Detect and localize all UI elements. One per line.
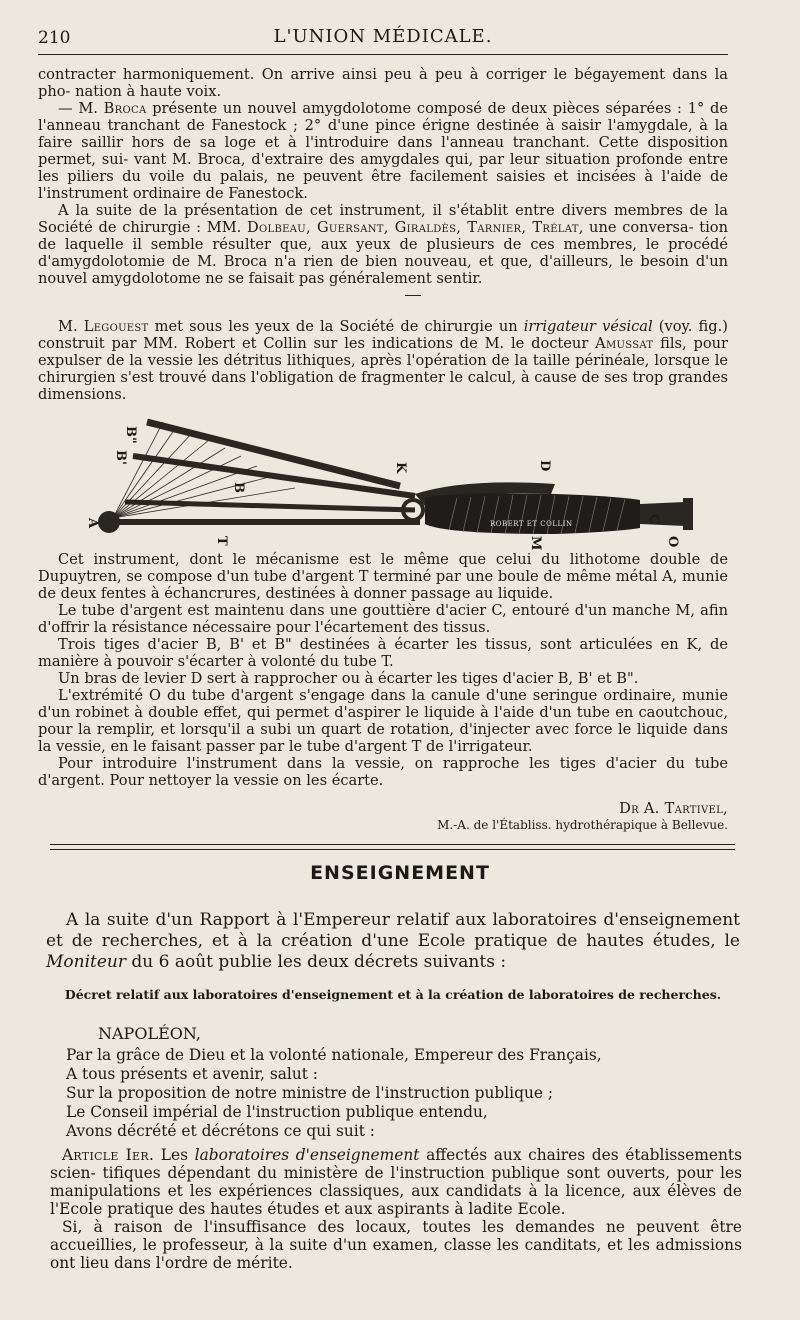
author-signature: Dr A. Tartivel,: [619, 800, 728, 817]
moniteur-title: Moniteur: [46, 952, 126, 972]
running-header: [38, 26, 728, 52]
steel-rods: [113, 422, 415, 518]
decree-line: Sur la proposition de notre ministre de l'instruction publique ;: [66, 1084, 554, 1102]
nozzle-end: [683, 498, 693, 530]
description-para: Cet instrument, dont le mécanisme est le même que celui du lithotome double de Dupuytren, se compose d'un tube d'argent T terminé par une boule de même métal A, munie de deux fentes à échancrures, destinées à donner passage au liquide.: [38, 551, 728, 602]
section-separator: [405, 295, 421, 296]
para-broca: — M. Broca présente un nouvel amygdolotome composé de deux pièces séparées : 1° de l'anneau tranchant de Fanestock ; 2° d'une pince érigne destinée à saisir l'amygdale, à la faire saillir hors de sa loge et à l'introduire dans l'anneau tranchant. Cette disposition permet, sui- vant M. Broca, d'extraire des amygdales qui, par leur situation profonde entre les piliers du voile du palais, ne peuvent être facilement saisies et incisées à l'aide de l'instrument ordinaire de Fanestock.: [38, 100, 728, 202]
intro-paragraph: A la suite d'un Rapport à l'Empereur relatif aux laboratoires d'enseignement et de recherches, et à la création d'une Ecole pratique de hautes études, le Moniteur du 6 août publie les deux décrets suivants :: [46, 910, 740, 972]
para-legouest: M. Legouest met sous les yeux de la Société de chirurgie un irrigateur vésical (voy. fig.) construit par MM. Robert et Collin sur les indications de M. le docteur Amussat fils, pour expulser de la vessie les détritus lithiques, après l'opération de la taille périnéale, lorsque le chirurgien s'est trouvé dans l'obligation de fragmenter le calcul, à cause de ses trop grandes dimensions.: [38, 318, 729, 403]
description-para: Pour introduire l'instrument dans la vessie, on rapproche les tiges d'acier du tube d'argent. Pour nettoyer la vessie on les écarte.: [38, 755, 728, 789]
section-double-rule: [50, 844, 735, 850]
description-para: Le tube d'argent est maintenu dans une gouttière d'acier C, entouré d'un manche M, afin d'offrir la résistance nécessaire pour l'écartement des tissus.: [38, 602, 728, 636]
label-a: A: [85, 518, 100, 529]
journal-title: L'UNION MÉDICALE.: [273, 26, 493, 47]
label-m: M: [528, 536, 543, 550]
article-final-paragraph: Si, à raison de l'insuffisance des locaux, toutes les demandes ne peuvent être accueillies, le professeur, à la suite d'un examen, classe les canditats, et les admissions ont lieu dans l'ordre de mérite.: [50, 1218, 742, 1272]
para-hesitation: contracter harmoniquement. On arrive ainsi peu à peu à corriger le bégayement dans la pho- nation à haute voix.: [38, 66, 728, 100]
name-legouest: Legouest: [83, 318, 149, 335]
decree-title: Décret relatif aux laboratoires d'enseignement et à la création de laboratoires de recherches.: [64, 987, 722, 1002]
article-surgery-society: [38, 66, 728, 287]
decree-line: Avons décrété et décrétons ce qui suit :: [66, 1122, 375, 1140]
label-c: C: [646, 514, 661, 525]
description-para: Un bras de levier D sert à rapprocher ou à écarter les tiges d'acier B, B' et B".: [58, 670, 639, 687]
member-names: Dolbeau, Guersant, Giraldès, Tarnier, Trélat: [247, 219, 579, 236]
description-para: L'extrémité O du tube d'argent s'engage dans la canule d'une seringue ordinaire, munie d'un robinet à double effet, qui permet d'aspirer le liquide à l'aide d'un tube en caoutchouc, pour la remplir, et lorsqu'il a subi un quart de rotation, d'injecter avec force le liquide dans la vessie, en le faisant passer par le tube d'argent T de l'irrigateur.: [38, 687, 728, 755]
device-name: irrigateur vésical: [523, 318, 653, 335]
device-description: [38, 551, 728, 789]
description-para: Trois tiges d'acier B, B' et B" destinées à écarter les tissus, sont articulées en K, de manière à pouvoir s'écarter à volonté du tube T.: [38, 636, 728, 670]
label-d: D: [537, 460, 552, 472]
name-amussat: Amussat: [595, 335, 654, 352]
article-label: Article Ier.: [62, 1146, 155, 1164]
section-title: ENSEIGNEMENT: [310, 862, 490, 884]
decree-preamble: [66, 1046, 706, 1141]
decree-articles: [50, 1146, 742, 1272]
name-broca: Broca: [103, 100, 147, 117]
page-number: 210: [38, 28, 71, 48]
header-rule: [38, 54, 728, 55]
emperor-name: NAPOLÉON,: [98, 1024, 201, 1043]
maker-mark: ROBERT ET COLLIN: [490, 520, 573, 528]
irrigator-figure: [85, 410, 695, 550]
article-lab-term: laboratoires d'enseignement: [194, 1146, 420, 1164]
para-discussion: A la suite de la présentation de cet instrument, il s'établit entre divers membres de la Société de chirurgie : MM. Dolbeau, Guersant, Giraldès, Tarnier, Trélat, une conversa- tion de laquelle il semble résulter que, aux yeux de plusieurs de ces membres, le procédé d'amygdolotomie de M. Broca n'a rien de bien nouveau, et que, d'ailleurs, le besoin d'un nouvel amygdolotome ne se faisait pas généralement sentir.: [38, 202, 728, 287]
tip-ball: [98, 511, 120, 533]
label-b-prime: B': [113, 450, 128, 465]
author-affiliation: M.-A. de l'Établiss. hydrothérapique à Bellevue.: [437, 818, 728, 832]
decree-line: Par la grâce de Dieu et la volonté nationale, Empereur des Français,: [66, 1046, 602, 1064]
decree-line: Le Conseil impérial de l'instruction publique entendu,: [66, 1103, 488, 1121]
label-o: O: [665, 536, 680, 548]
label-b: B: [231, 482, 246, 493]
label-t: T: [214, 536, 229, 546]
article-1: Article Ier. Les laboratoires d'enseignement affectés aux chaires des établissements scien- tifiques dépendant du ministère de l'instruction publique sont ouverts, pour les manipulations et les expériences classiques, aux candidats à la licence, aux élèves de l'Ecole pratique des hautes études et aux aspirants à ladite Ecole.: [50, 1146, 742, 1218]
label-b-double-prime: B": [123, 426, 138, 444]
label-k: K: [393, 462, 408, 474]
decree-line: A tous présents et avenir, salut :: [66, 1065, 318, 1083]
